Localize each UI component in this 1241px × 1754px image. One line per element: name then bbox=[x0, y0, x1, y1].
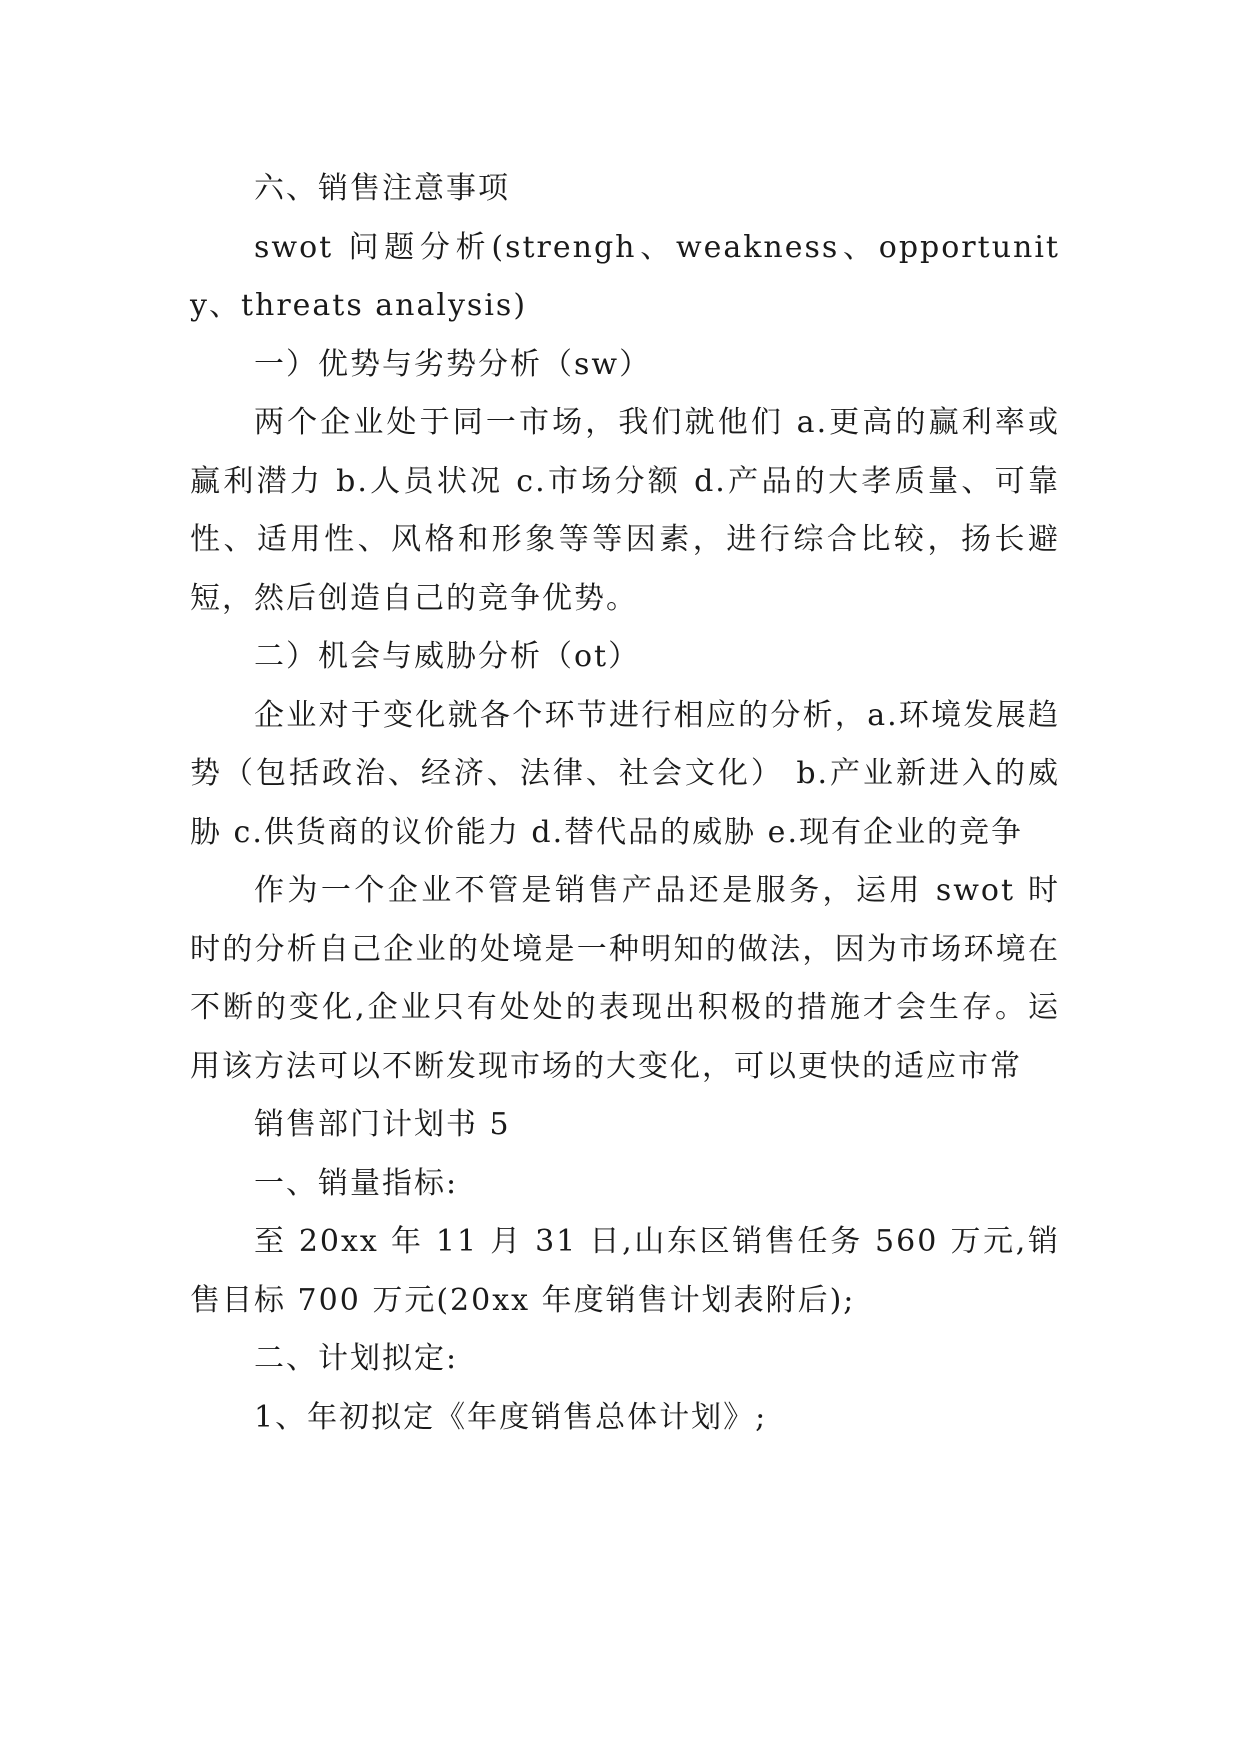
document-body bbox=[190, 160, 1060, 1447]
section-heading-sales-notes: 六、销售注意事项 bbox=[254, 171, 510, 206]
plan-title: 销售部门计划书 5 bbox=[254, 1107, 511, 1142]
swot-intro-paragraph: swot 问题分析(strengh、weakness、opportunity、threats analysis) bbox=[190, 229, 1060, 323]
subheading-ot-analysis: 二）机会与威胁分析（ot） bbox=[254, 639, 641, 674]
swot-summary-paragraph: 作为一个企业不管是销售产品还是服务，运用 swot 时时的分析自己企业的处境是一种明知的做法，因为市场环境在不断的变化,企业只有处处的表现出积极的措施才会生存。运用该方法可以不断发现市场的大变化，可以更快的适应市常 bbox=[190, 873, 1060, 1084]
sales-target-paragraph: 至 20xx 年 11 月 31 日,山东区销售任务 560 万元,销售目标 700 万元(20xx 年度销售计划表附后); bbox=[190, 1224, 1060, 1318]
section-heading-sales-targets: 一、销量指标: bbox=[254, 1165, 459, 1201]
section-heading-plan-drafting: 二、计划拟定: bbox=[254, 1341, 459, 1376]
plan-item-1: 1、年初拟定《年度销售总体计划》; bbox=[254, 1399, 768, 1435]
sw-analysis-paragraph: 两个企业处于同一市场，我们就他们 a.更高的赢利率或赢利潜力 b.人员状况 c.市场分额 d.产品的大孝质量、可靠性、适用性、风格和形象等等因素，进行综合比较，扬长避短，然后创造自己的竞争优势。 bbox=[190, 405, 1060, 616]
ot-analysis-paragraph: 企业对于变化就各个环节进行相应的分析，a.环境发展趋势（包括政治、经济、法律、社会文化） b.产业新进入的威胁 c.供货商的议价能力 d.替代品的威胁 e.现有企业的竞争 bbox=[190, 697, 1060, 850]
subheading-sw-analysis: 一）优势与劣势分析（sw） bbox=[254, 346, 652, 382]
